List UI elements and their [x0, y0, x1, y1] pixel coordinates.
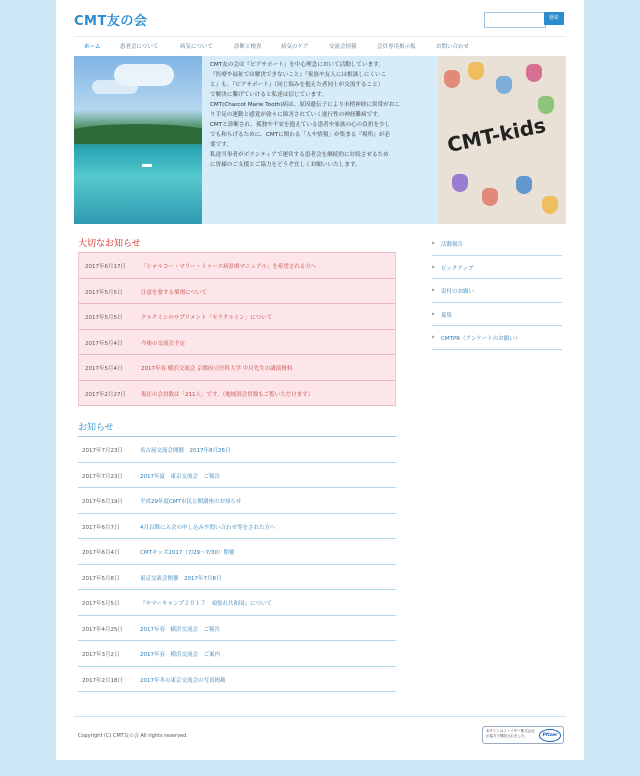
- hero-text: [210, 60, 432, 170]
- search-input[interactable]: [484, 12, 546, 28]
- item-date: 2017年2月18日: [82, 677, 123, 684]
- item-date: 2017年3月2日: [82, 652, 120, 658]
- item-link[interactable]: 今後の交流会予定: [141, 340, 186, 347]
- list-item[interactable]: [78, 330, 396, 356]
- sidebar-menu: [432, 232, 562, 350]
- item-link[interactable]: 現在の会員数は「211人」です。（地域別会員数もご覧いただけます）: [141, 391, 314, 398]
- list-item[interactable]: [78, 279, 396, 305]
- item-date: 2017年5月5日: [82, 601, 120, 607]
- sponsor-text: 本サイトはファイザー株式会社の協力で開設されました。: [486, 729, 535, 738]
- copyright-text: Copyright (C) CMT友の会 All rights reserved.: [78, 733, 188, 739]
- nav-item-meetups[interactable]: 交流会情報: [329, 44, 357, 50]
- item-link[interactable]: 4月以降に入会の申し込みや問い合わせ等をされた方へ: [140, 524, 276, 531]
- item-link[interactable]: 『サマーキャンプ２０１７ 頑張れ共和国』について: [140, 601, 272, 607]
- hero-banner: [74, 56, 566, 224]
- item-link[interactable]: 注意を要する薬剤について: [141, 289, 207, 296]
- item-date: 2017年5月4日: [85, 366, 123, 372]
- sidebar-item-activity-report[interactable]: [432, 232, 562, 256]
- hero-line: CMT友の会は『ピアサポート』を中心理念において活動しています。: [210, 62, 384, 68]
- sidebar-item-donation[interactable]: [432, 279, 562, 303]
- sidebar-item-label: ピックアップ: [441, 265, 474, 272]
- list-item[interactable]: [78, 539, 396, 565]
- item-link[interactable]: 東京交流会開催 2017年7月8日: [140, 575, 222, 582]
- list-item[interactable]: [78, 616, 396, 642]
- item-link[interactable]: 平成29年度CMT市民公開講座のお知らせ: [140, 499, 242, 505]
- footer-divider: [74, 716, 566, 717]
- item-link[interactable]: CMTキッズ2017（7/29〜7/30）開催: [140, 550, 235, 556]
- item-date: 2017年2月27日: [85, 391, 126, 398]
- sidebar-item-recruit[interactable]: [432, 303, 562, 327]
- nav-item-diagnosis[interactable]: 診断と検査: [234, 44, 262, 50]
- item-date: 2017年7月23日: [82, 473, 123, 480]
- nav-item-disease[interactable]: 病気について: [180, 44, 213, 50]
- kids-handprint-photo: [438, 56, 566, 224]
- hero-line: 『医療や福祉では解決できないこと』『家族や友人には相談しにくいこ: [210, 72, 387, 78]
- list-item[interactable]: [78, 437, 396, 463]
- list-item[interactable]: [78, 253, 396, 279]
- sidebar-item-label: 募集: [441, 312, 453, 319]
- site-title[interactable]: CMT友の会: [74, 14, 148, 29]
- sidebar-item-pickup[interactable]: [432, 256, 562, 280]
- search-button[interactable]: 検索: [544, 12, 564, 25]
- item-link[interactable]: 2017年春 横浜交流会 京都府立医科大学 中川先生の講演資料: [141, 366, 293, 372]
- item-date: 2017年6月4日: [82, 550, 120, 556]
- news-title: お知らせ: [78, 423, 114, 433]
- item-link[interactable]: 2017年冬の東京交流会の写真掲載: [140, 677, 226, 684]
- hero-line: で解決に繋げていけると私達は信じています。: [210, 92, 328, 98]
- item-date: 2017年6月17日: [85, 264, 126, 270]
- item-date: 2017年5月8日: [82, 575, 120, 582]
- important-news-list: [78, 252, 396, 406]
- item-date: 2017年6月7日: [82, 524, 120, 531]
- item-link[interactable]: 「シャルコー・マリー・トゥース病診療マニュアル」を希望される方へ: [141, 264, 317, 270]
- pfizer-logo: Pfizer: [539, 729, 561, 742]
- nav-item-care[interactable]: 病気のケア: [281, 44, 309, 50]
- item-link[interactable]: 2017年春 横浜交流会 ご報告: [140, 626, 220, 633]
- list-item[interactable]: [78, 565, 396, 591]
- sidebar-item-label: CMTPR（アンケートのお願い）: [441, 336, 521, 342]
- item-date: 2017年7月23日: [82, 448, 123, 454]
- list-item[interactable]: [78, 488, 396, 514]
- list-item[interactable]: [78, 463, 396, 489]
- cmt-kids-text: CMT-kids: [445, 112, 548, 158]
- item-link[interactable]: 2017年春 横浜交流会 ご案内: [140, 652, 220, 658]
- sidebar-item-cmtpr[interactable]: [432, 326, 562, 350]
- hero-line: り手足の運動と感覚が徐々に障害されていく進行性の神経難病です。: [210, 112, 383, 118]
- hero-line: と』も、『ピアサポート』（同じ悩みを抱えた者同士が交流すること）: [210, 82, 384, 88]
- arrow-right-icon: ▶: [432, 310, 436, 316]
- arrow-right-icon: ▶: [432, 263, 436, 269]
- list-item[interactable]: [78, 641, 396, 667]
- list-item[interactable]: [78, 667, 396, 693]
- list-item[interactable]: [78, 355, 396, 381]
- important-news-title: 大切なお知らせ: [78, 239, 141, 249]
- sidebar-item-label: 活動報告: [441, 242, 464, 248]
- list-item[interactable]: [78, 590, 396, 616]
- hero-line: CMT(Charcot Marie Tooth)病は、原因遺伝子により末梢神経に異常がおこ: [210, 102, 400, 108]
- hero-line: 私達当事者がボランティアで運営する患者会を継続的に存続させるため: [210, 152, 389, 158]
- arrow-right-icon: ▶: [432, 334, 436, 339]
- hero-line: CMTと診断され、孤独や不安を抱えている患者や家族の心の負担を少し: [210, 122, 391, 128]
- item-date: 2017年5月5日: [85, 315, 123, 321]
- arrow-right-icon: ▶: [432, 287, 436, 292]
- main-nav: [74, 36, 566, 57]
- hero-line: に皆様のご支援とご協力をどうぞ宜しくお願いいたします。: [210, 162, 361, 168]
- list-item[interactable]: [78, 304, 396, 330]
- nav-item-home[interactable]: ホーム: [84, 44, 101, 50]
- item-date: 2017年5月5日: [85, 289, 123, 296]
- item-date: 2017年4月25日: [82, 626, 123, 633]
- news-list: [78, 436, 396, 692]
- list-item[interactable]: [78, 514, 396, 540]
- item-link[interactable]: 名古屋交流会開催 2017年8月26日: [140, 448, 231, 454]
- arrow-right-icon: ▶: [432, 240, 436, 245]
- sponsor-banner[interactable]: [482, 726, 564, 744]
- sidebar-item-label: 寄付のお願い: [441, 289, 475, 295]
- hero-line: でも和らげるために、CMTに関わる「人や情報」が集まる『場所』が必: [210, 132, 390, 138]
- item-link[interactable]: 2017年夏 東京交流会 ご報告: [140, 473, 220, 480]
- item-date: 2017年6月19日: [82, 499, 123, 505]
- list-item[interactable]: [78, 381, 396, 407]
- page-container: [56, 0, 584, 760]
- nav-item-about[interactable]: 患者会について: [120, 44, 159, 50]
- item-date: 2017年5月4日: [85, 340, 123, 347]
- nav-item-contact[interactable]: お問い合わせ: [436, 44, 470, 50]
- nav-item-member-board[interactable]: 会員専用掲示板: [377, 44, 416, 50]
- hero-line: 要です。: [210, 142, 232, 148]
- island-photo: [74, 56, 202, 224]
- item-link[interactable]: クルクミンのサプリメント「セラクルミン」について: [141, 315, 273, 321]
